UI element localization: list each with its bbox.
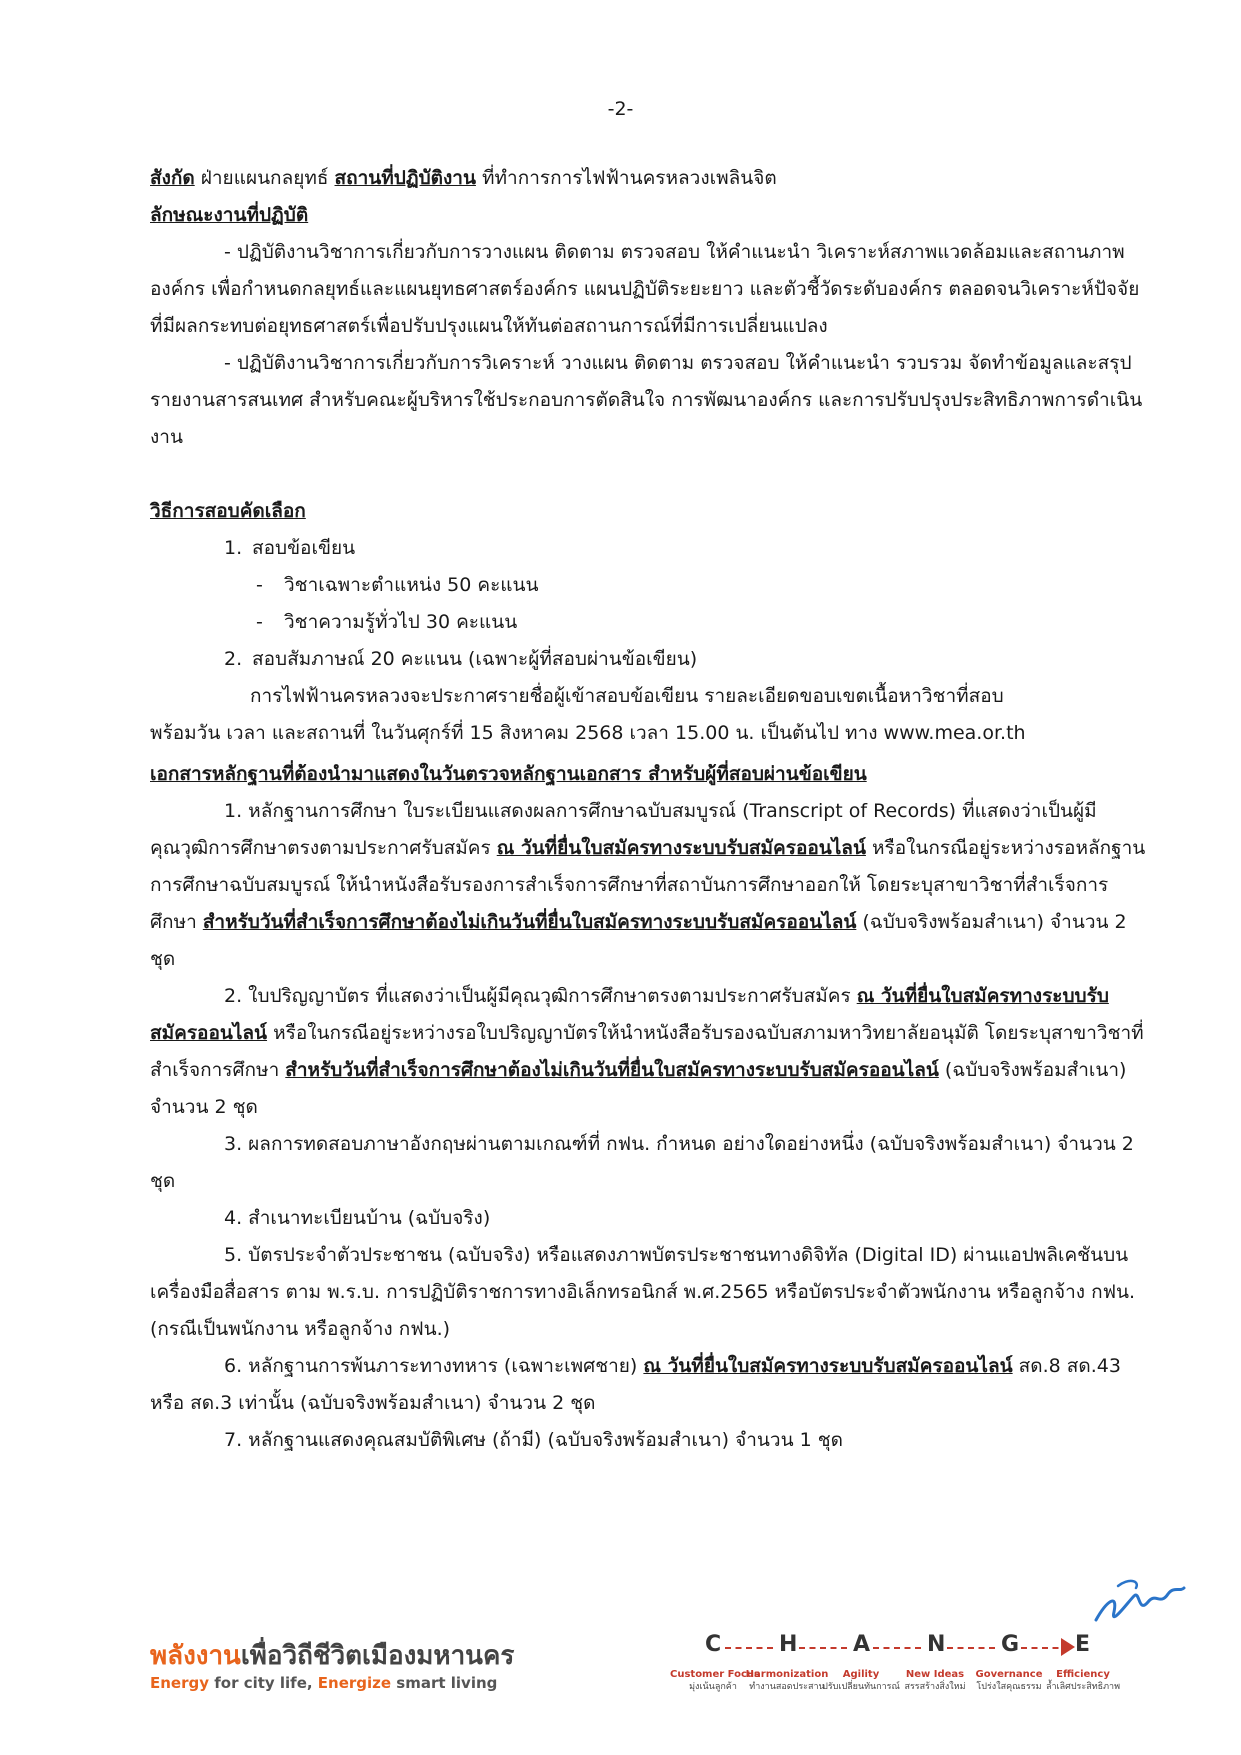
change-values-strip — [670, 1632, 1125, 1732]
selection-step-2: 2. สอบสัมภาษณ์ 20 คะแนน (เฉพาะผู้ที่สอบผ่านข้อเขียน) — [224, 648, 698, 670]
change-value-th: ทำงานสอดประสาน — [749, 1682, 825, 1692]
duties-heading: ลักษณะงานที่ปฏิบัติ — [150, 204, 309, 226]
change-value-en: Agility — [842, 1669, 880, 1680]
change-value-en: Customer Focus — [670, 1669, 760, 1680]
selection-sub-2: - วิชาความรู้ทั่วไป 30 คะแนน — [256, 611, 518, 633]
change-connector — [799, 1647, 847, 1649]
change-letter-a: A — [853, 1632, 871, 1657]
change-value-en: New Ideas — [905, 1669, 965, 1680]
change-letter-g: G — [1001, 1632, 1020, 1657]
document-item-2: 2. ใบปริญญาบัตร ที่แสดงว่าเป็นผู้มีคุณวุฒิการศึกษาตรงตามประกาศรับสมัคร ณ วันที่ยื่นใบสมัครทางระบบรับสมัครออนไลน์ หรือในกรณีอยู่ระหว่างรอใบปริญญาบัตรให้นำหนังสือรับรองฉบับสภามหาวิทยาลัยอนุมัติ โดยระบุสาขาวิชาที่สำเร็จการศึกษา สำหรับวันที่สำเร็จการศึกษาต้องไม่เกินวันที่ยื่นใบสมัครทางระบบรับสมัครออนไลน์ (ฉบับจริงพร้อมสำเนา) จำนวน 2 ชุด — [150, 985, 1144, 1118]
change-value-th: สรรสร้างสิ่งใหม่ — [904, 1682, 966, 1692]
document-item-3: 3. ผลการทดสอบภาษาอังกฤษผ่านตามเกณฑ์ที่ กฟน. กำหนด อย่างใดอย่างหนึ่ง (ฉบับจริงพร้อมสำเนา) จำนวน 2 ชุด — [150, 1133, 1134, 1192]
change-connector — [947, 1647, 995, 1649]
selection-step-1: 1. สอบข้อเขียน — [224, 537, 356, 559]
announcement-line-2: พร้อมวัน เวลา และสถานที่ ในวันศุกร์ที่ 15 สิงหาคม 2568 เวลา 15.00 น. เป็นต้นไป ทาง www.mea.or.th — [150, 722, 1026, 744]
affiliation-label: สังกัด — [150, 167, 195, 189]
page-number: -2- — [607, 98, 634, 120]
change-value-th: มุ่งเน้นลูกค้า — [689, 1682, 737, 1692]
documents-heading: เอกสารหลักฐานที่ต้องนำมาแสดงในวันตรวจหลักฐานเอกสาร สำหรับผู้ที่สอบผ่านข้อเขียน — [150, 763, 867, 785]
selection-sub-1: - วิชาเฉพาะตำแหน่ง 50 คะแนน — [256, 574, 539, 596]
change-value-th: ปรับเปลี่ยนทันการณ์ — [822, 1682, 900, 1692]
document-body — [150, 160, 1150, 1459]
affiliation-line — [150, 160, 1150, 197]
workplace-value: ที่ทำการการไฟฟ้านครหลวงเพลินจิต — [475, 167, 777, 189]
affiliation-value: ฝ่ายแผนกลยุทธ์ — [194, 167, 335, 189]
slogan-thai: พลังงานเพื่อวิถีชีวิตเมืองมหานคร — [150, 1641, 515, 1671]
document-item-7: 7. หลักฐานแสดงคุณสมบัติพิเศษ (ถ้ามี) (ฉบับจริงพร้อมสำเนา) จำนวน 1 ชุด — [224, 1429, 843, 1451]
document-item-5: 5. บัตรประจำตัวประชาชน (ฉบับจริง) หรือแสดงภาพบัตรประชาชนทางดิจิทัล (Digital ID) ผ่านแอปพลิเคชันบนเครื่องมือสื่อสาร ตาม พ.ร.บ. การปฏิบัติราชการทางอิเล็กทรอนิกส์ พ.ศ.2565 หรือบัตรประจำตัวพนักงาน หรือลูกจ้าง กฟน. (กรณีเป็นพนักงาน หรือลูกจ้าง กฟน.) — [150, 1244, 1136, 1340]
announcement-line-1: การไฟฟ้านครหลวงจะประกาศรายชื่อผู้เข้าสอบข้อเขียน รายละเอียดขอบเขตเนื้อหาวิชาที่สอบ — [250, 685, 1004, 707]
change-letters-row — [675, 1632, 1125, 1664]
change-letter-n: N — [927, 1632, 946, 1657]
change-letter-h: H — [779, 1632, 798, 1657]
signature-mark — [1088, 1572, 1188, 1632]
change-value-en: Harmonization — [745, 1669, 829, 1680]
change-letter-e: E — [1075, 1632, 1091, 1657]
change-value-item — [1040, 1668, 1126, 1693]
change-value-en: Efficiency — [1056, 1669, 1110, 1680]
change-connector — [725, 1647, 773, 1649]
change-value-th: โปร่งใสคุณธรรม — [976, 1682, 1042, 1692]
change-arrow-icon — [1061, 1638, 1075, 1656]
duty-item-1: - ปฏิบัติงานวิชาการเกี่ยวกับการวางแผน ติดตาม ตรวจสอบ ให้คำแนะนำ วิเคราะห์สภาพแวดล้อมและสถานภาพองค์กร เพื่อกำหนดกลยุทธ์และแผนยุทธศาสตร์องค์กร แผนปฏิบัติระยะยาว และตัวชี้วัดระดับองค์กร ตลอดจนวิเคราะห์ปัจจัยที่มีผลกระทบต่อยุทธศาสตร์เพื่อปรับปรุงแผนให้ทันต่อสถานการณ์ที่มีการเปลี่ยนแปลง — [150, 241, 1140, 337]
document-item-6: 6. หลักฐานการพ้นภาระทางทหาร (เฉพาะเพศชาย) ณ วันที่ยื่นใบสมัครทางระบบรับสมัครออนไลน์ สด.8 สด.43 หรือ สด.3 เท่านั้น (ฉบับจริงพร้อมสำเนา) จำนวน 2 ชุด — [150, 1355, 1121, 1414]
change-value-th: ล้ำเลิศประสิทธิภาพ — [1045, 1682, 1121, 1692]
change-letter-c: C — [705, 1632, 722, 1657]
selection-heading: วิธีการสอบคัดเลือก — [150, 500, 306, 522]
document-item-1: 1. หลักฐานการศึกษา ใบระเบียนแสดงผลการศึกษาฉบับสมบูรณ์ (Transcript of Records) ที่แสดงว่าเป็นผู้มีคุณวุฒิการศึกษาตรงตามประกาศรับสมัคร ณ วันที่ยื่นใบสมัครทางระบบรับสมัครออนไลน์ หรือในกรณีอยู่ระหว่างรอหลักฐานการศึกษาฉบับสมบูรณ์ ให้นำหนังสือรับรองการสำเร็จการศึกษาที่สถาบันการศึกษาออกให้ โดยระบุสาขาวิชาที่สำเร็จการศึกษา สำหรับวันที่สำเร็จการศึกษาต้องไม่เกินวันที่ยื่นใบสมัครทางระบบรับสมัครออนไลน์ (ฉบับจริงพร้อมสำเนา) จำนวน 2 ชุด — [150, 800, 1146, 970]
document-item-4: 4. สำเนาทะเบียนบ้าน (ฉบับจริง) — [224, 1207, 491, 1229]
change-connector — [873, 1647, 921, 1649]
slogan-english: Energy for city life, Energize smart living — [150, 1674, 498, 1692]
change-value-en: Governance — [975, 1669, 1043, 1680]
duty-item-2: - ปฏิบัติงานวิชาการเกี่ยวกับการวิเคราะห์ วางแผน ติดตาม ตรวจสอบ ให้คำแนะนำ รวบรวม จัดทำข้อมูลและสรุปรายงานสารสนเทศ สำหรับคณะผู้บริหารใช้ประกอบการตัดสินใจ การพัฒนาองค์กร และการปรับปรุงประสิทธิภาพการดำเนินงาน — [150, 352, 1143, 448]
footer-slogan — [150, 1640, 514, 1694]
workplace-label: สถานที่ปฏิบัติงาน — [334, 167, 476, 189]
